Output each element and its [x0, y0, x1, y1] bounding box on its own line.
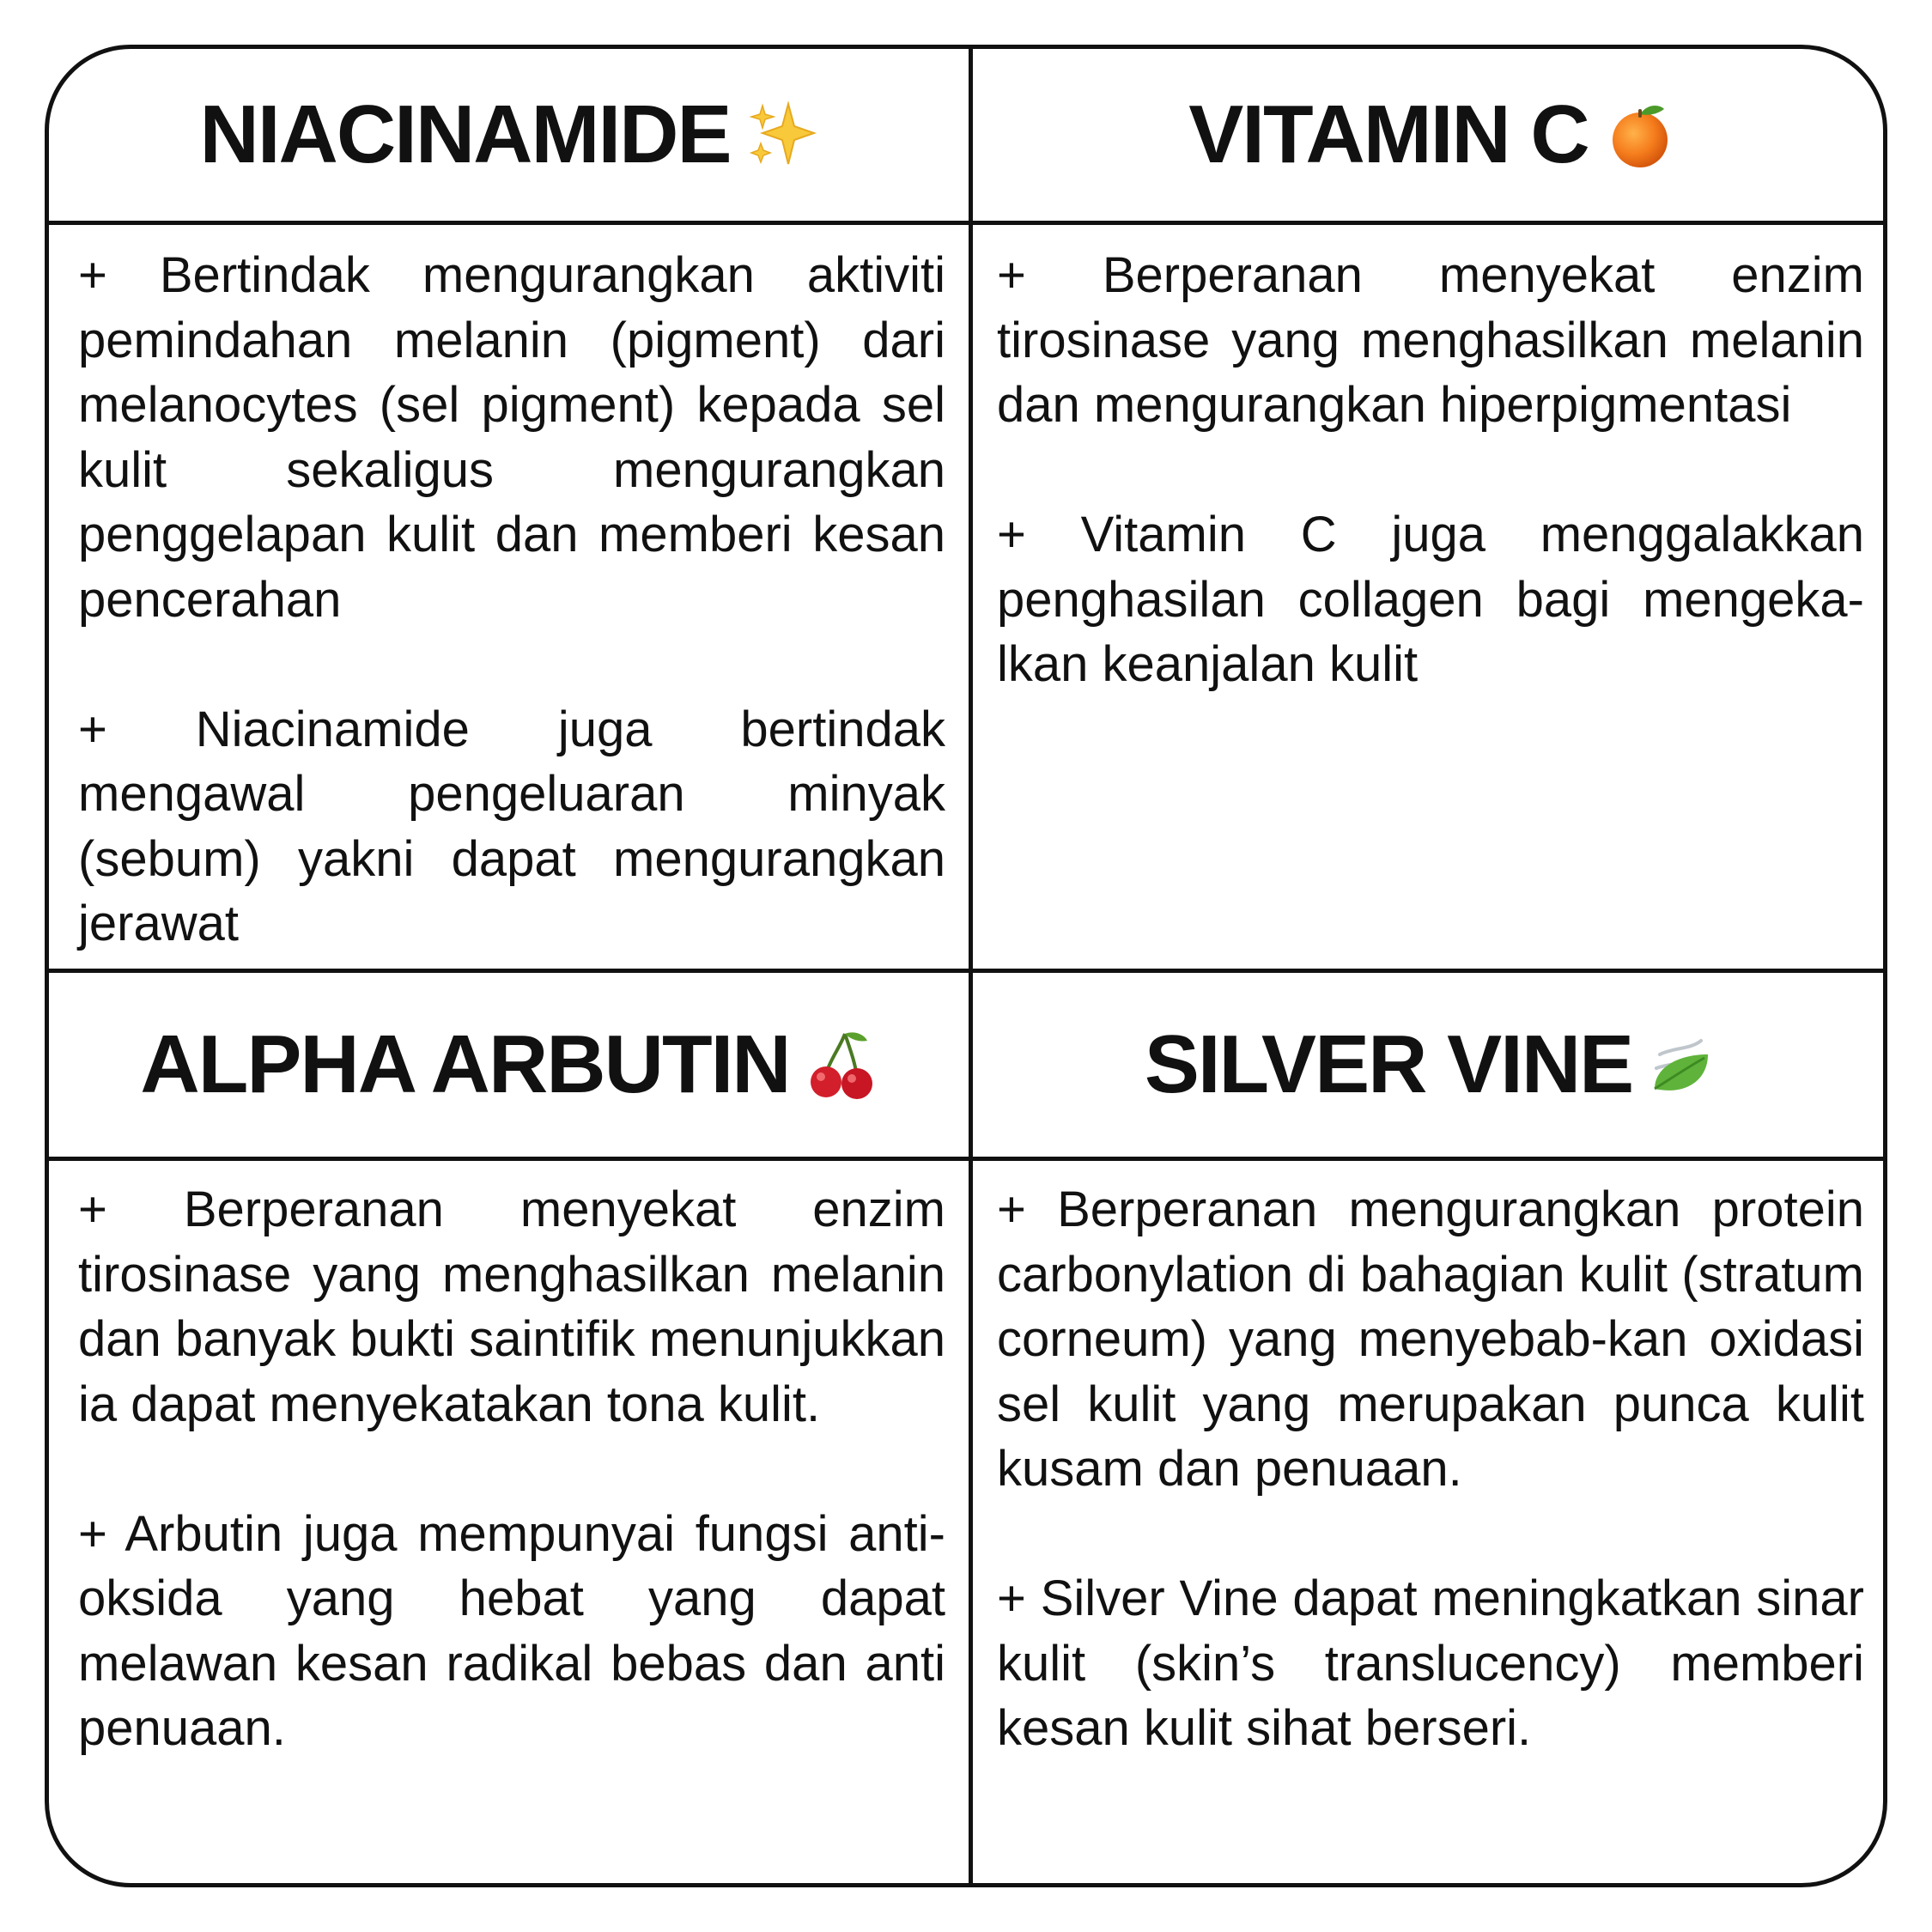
- niacinamide-title: NIACINAMIDE: [199, 88, 731, 180]
- ingredients-card: [45, 45, 1887, 1887]
- divider-bottom-header: [49, 1157, 1883, 1161]
- silver-vine-heading: [973, 973, 1887, 1157]
- silver-vine-point-1: + Berperanan mengurangkan protein carbonylation di bahagian kulit (stratum corneum) yang menyebab-kan oxidasi sel kulit yang merupakan punca kulit kusam dan penuaan.: [997, 1182, 1864, 1497]
- silver-vine-body: [997, 1177, 1864, 1761]
- leaf-wind-icon: [1648, 1029, 1720, 1101]
- orange-icon: [1604, 99, 1676, 171]
- niacinamide-point-2: + Niacinamide juga bertindak mengawal pengeluaran minyak (sebum) yakni dapat mengurangkan jerawat: [78, 701, 945, 951]
- alpha-arbutin-body: [78, 1177, 945, 1761]
- vitamin-c-body: [997, 243, 1864, 697]
- vitamin-c-heading: [973, 49, 1887, 221]
- alpha-arbutin-title: ALPHA ARBUTIN: [140, 1018, 790, 1110]
- vitamin-c-title: VITAMIN C: [1188, 88, 1589, 180]
- cherries-icon: [805, 1029, 878, 1101]
- silver-vine-point-2: + Silver Vine dapat meningkatkan sinar kulit (skin’s translucency) memberi kesan kulit sihat berseri.: [997, 1571, 1864, 1756]
- alpha-arbutin-point-1: + Berperanan menyekat enzim tirosinase yang menghasilkan melanin dan banyak bukti saintifik menunjukkan ia dapat menyekatakan tona kulit.: [78, 1182, 945, 1432]
- alpha-arbutin-heading: [49, 973, 969, 1157]
- niacinamide-body: [78, 243, 945, 957]
- silver-vine-title: SILVER VINE: [1144, 1018, 1633, 1110]
- vitamin-c-point-2: + Vitamin C juga menggalakkan penghasilan collagen bagi mengeka-lkan keanjalan kulit: [997, 507, 1864, 692]
- niacinamide-heading: [49, 49, 969, 221]
- alpha-arbutin-point-2: + Arbutin juga mempunyai fungsi anti-oksida yang hebat yang dapat melawan kesan radikal bebas dan anti penuaan.: [78, 1505, 945, 1756]
- vertical-divider: [969, 49, 973, 1883]
- sparkles-icon: [745, 99, 817, 171]
- vitamin-c-point-1: + Berperanan menyekat enzim tirosinase yang menghasilkan melanin dan mengurangkan hiperpigmentasi: [997, 247, 1864, 433]
- divider-top-header: [49, 221, 1883, 225]
- niacinamide-point-1: + Bertindak mengurangkan aktiviti pemindahan melanin (pigment) dari melanocytes (sel pigment) kepada sel kulit sekaligus mengurangkan penggelapan kulit dan memberi kesan pencerahan: [78, 247, 945, 628]
